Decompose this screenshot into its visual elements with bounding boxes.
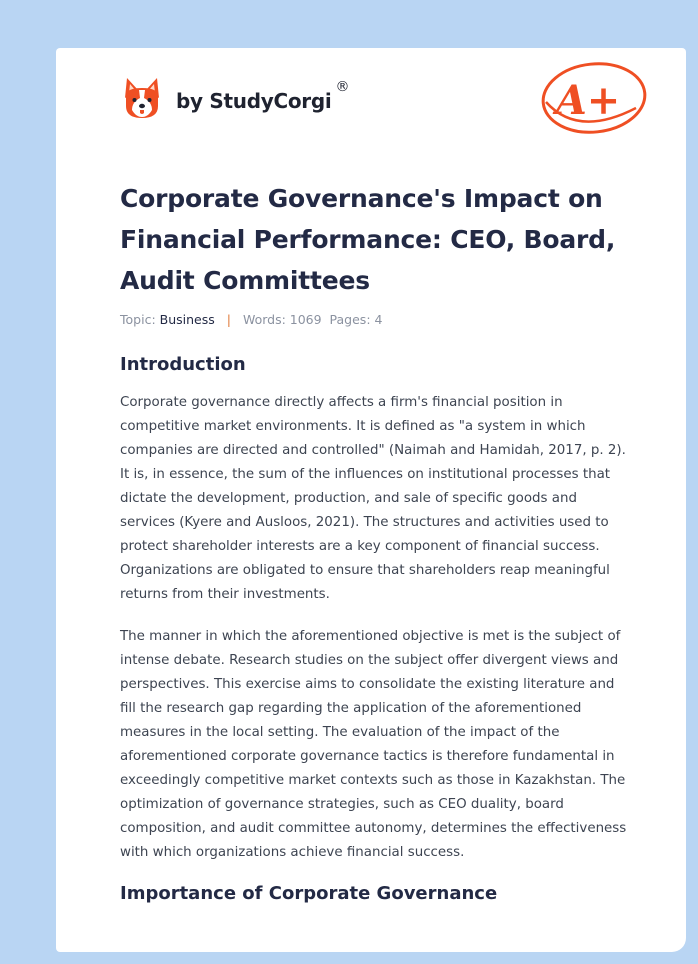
paragraph: The manner in which the aforementioned objective is met is the subject of intense debate. Research studies on the subject offer divergent views and perspectives. This exercise aims to consolidate the existing literature and fill the research gap regarding the application of the aforementioned measures in the local setting. The evaluation of the impact of the aforementioned corporate governance tactics is therefore fundamental in exceedingly competitive market contexts such as those in Kazakhstan. The optimization of governance strategies, such as CEO duality, board composition, and audit committee autonomy, determines the effectiveness with which organizations achieve financial success. <box>120 629 627 860</box>
brand-name: by StudyCorgi ® <box>176 79 350 113</box>
topic-label: Topic: <box>120 312 156 327</box>
topic-link[interactable]: Business <box>159 312 215 327</box>
essay-card <box>56 48 686 952</box>
meta-separator: | <box>226 312 231 327</box>
paragraph: Corporate governance directly affects a firm's financial position in competitive market environments. It is defined as "a system in which companies are directed and controlled" (Naimah and Hamidah, 2017, p. 2). It is, in essence, the sum of the influences on institutional processes that dictate the development, production, and sale of specific goods and services (Kyere and Ausloos, 2021). The structures and activities used to protect shareholder interests are a key component of financial success. Organizations are obligated to ensure that shareholders reap meaningful returns from their investments. <box>120 395 626 602</box>
grade-a-plus-stamp <box>538 58 650 142</box>
word-count: Words: 1069 <box>242 312 322 327</box>
corgi-logo-icon <box>122 76 162 120</box>
page-count: Pages: 4 <box>329 312 383 327</box>
essay-meta <box>120 312 382 327</box>
section-heading: Importance of Corporate Governance <box>120 883 498 904</box>
essay-title: Corporate Governance's Impact on Financial Performance: CEO, Board, Audit Committees <box>120 184 616 295</box>
section-heading: Introduction <box>120 354 246 375</box>
studycorgi-logo[interactable] <box>122 76 349 120</box>
grade-text: A+ <box>555 77 621 124</box>
